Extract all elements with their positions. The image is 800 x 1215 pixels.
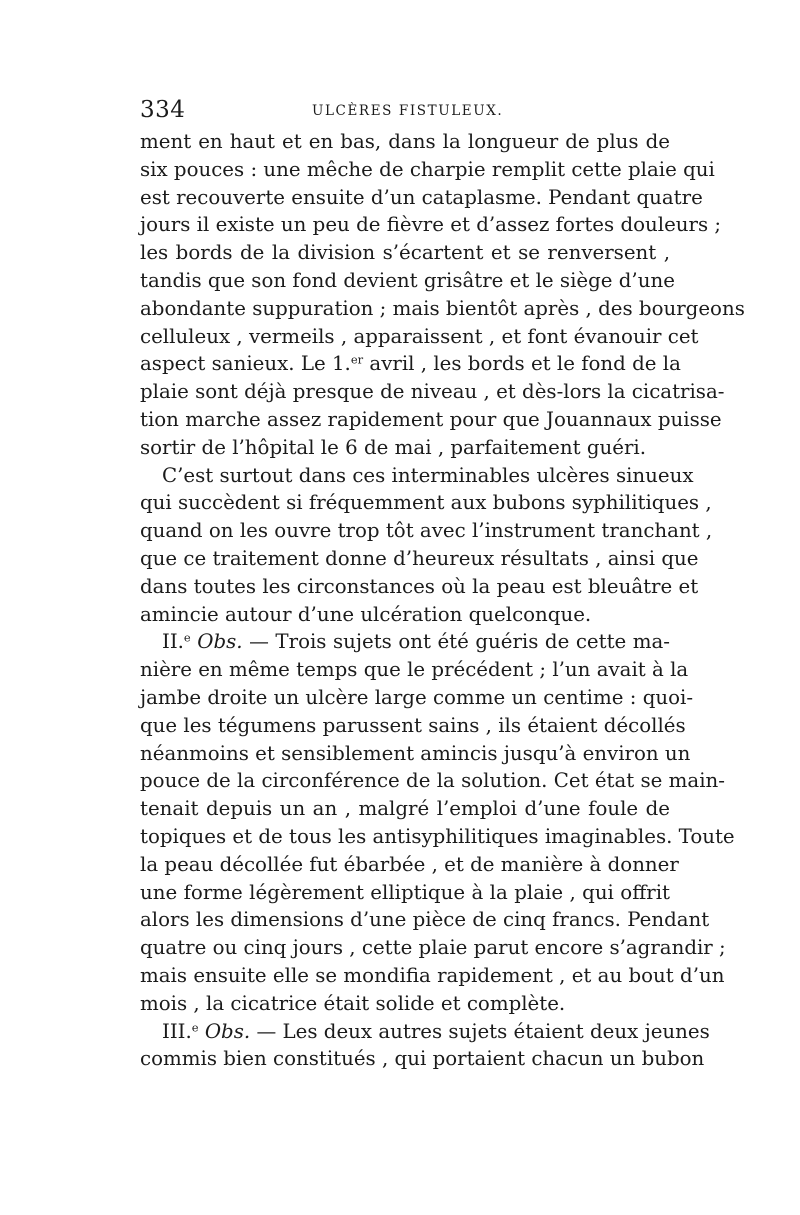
text-line: nière en même temps que le précédent ; l’un avait à la xyxy=(140,658,689,682)
text-line: mois , la cicatrice était solide et complète. xyxy=(140,991,566,1015)
text-line: II.$^e$ Obs. — Trois sujets ont été guéris de cette ma- xyxy=(162,630,670,654)
text-line: celluleux , vermeils , apparaissent , et font évanouir cet xyxy=(140,324,699,348)
page-header xyxy=(140,97,670,127)
running-title: ULCÈRES FISTULEUX. xyxy=(312,103,504,119)
text-line: que ce traitement donne d’heureux résultats , ainsi que xyxy=(140,546,699,570)
text-line: que les tégumens parussent sains , ils étaient décollés xyxy=(140,713,686,737)
text-line: aspect sanieux. Le 1.$^{er}$ avril , les bords et le fond de la xyxy=(140,352,681,376)
text-line: pouce de la circonférence de la solution. Cet état se main- xyxy=(140,769,725,793)
text-line: alors les dimensions d’une pièce de cinq francs. Pendant xyxy=(140,908,710,932)
text-line: C’est surtout dans ces interminables ulcères sinueux xyxy=(162,463,694,487)
text-line: tion marche assez rapidement pour que Jouannaux puisse xyxy=(140,407,722,431)
text-line: une forme légèrement elliptique à la plaie , qui offrit xyxy=(140,880,670,904)
text-line: qui succèdent si fréquemment aux bubons syphilitiques , xyxy=(140,491,712,515)
text-line: quatre ou cinq jours , cette plaie parut encore s’agrandir ; xyxy=(140,936,726,960)
observation-label: Obs. xyxy=(204,1019,251,1043)
text-line: ment en haut et en bas, dans la longueur de plus de xyxy=(140,130,670,153)
text-line: plaie sont déjà presque de niveau , et dès-lors la cicatrisa- xyxy=(140,380,725,404)
text-line: la peau décollée fut ébarbée , et de manière à donner xyxy=(140,852,679,876)
text-line: amincie autour d’une ulcération quelconque. xyxy=(140,602,592,626)
text-line: tandis que son fond devient grisâtre et le siège d’une xyxy=(140,268,675,292)
page-number: 334 xyxy=(140,97,186,123)
text-line: III.$^e$ Obs. — Les deux autres sujets étaient deux jeunes xyxy=(162,1019,710,1043)
text-line: tenait depuis un an , malgré l’emploi d’une foule de xyxy=(140,797,670,821)
text-line: les bords de la division s’écartent et se renversent , xyxy=(140,241,670,265)
observation-label: Obs. xyxy=(197,630,243,654)
text-line: est recouverte ensuite d’un cataplasme. Pendant quatre xyxy=(140,185,703,209)
text-line: quand on les ouvre trop tôt avec l’instrument tranchant , xyxy=(140,519,713,543)
text-line: jambe droite un ulcère large comme un centime : quoi- xyxy=(140,685,694,709)
body-text xyxy=(140,128,745,1073)
text-line: mais ensuite elle se mondifia rapidement , et au bout d’un xyxy=(140,963,725,987)
text-line: sortir de l’hôpital le 6 de mai , parfaitement guéri. xyxy=(140,435,647,459)
text-line: six pouces : une mêche de charpie remplit cette plaie qui xyxy=(140,157,715,181)
text-line: abondante suppuration ; mais bientôt après , des bourgeons xyxy=(140,296,745,320)
text-line: commis bien constitués , qui portaient chacun un bubon xyxy=(140,1047,705,1071)
text-line: jours il existe un peu de fièvre et d’assez fortes douleurs ; xyxy=(140,213,722,237)
text-line: dans toutes les circonstances où la peau est bleuâtre et xyxy=(140,574,699,598)
text-line: topiques et de tous les antisyphilitiques imaginables. Toute xyxy=(140,824,735,848)
text-line: néanmoins et sensiblement amincis jusqu’à environ un xyxy=(140,741,691,765)
